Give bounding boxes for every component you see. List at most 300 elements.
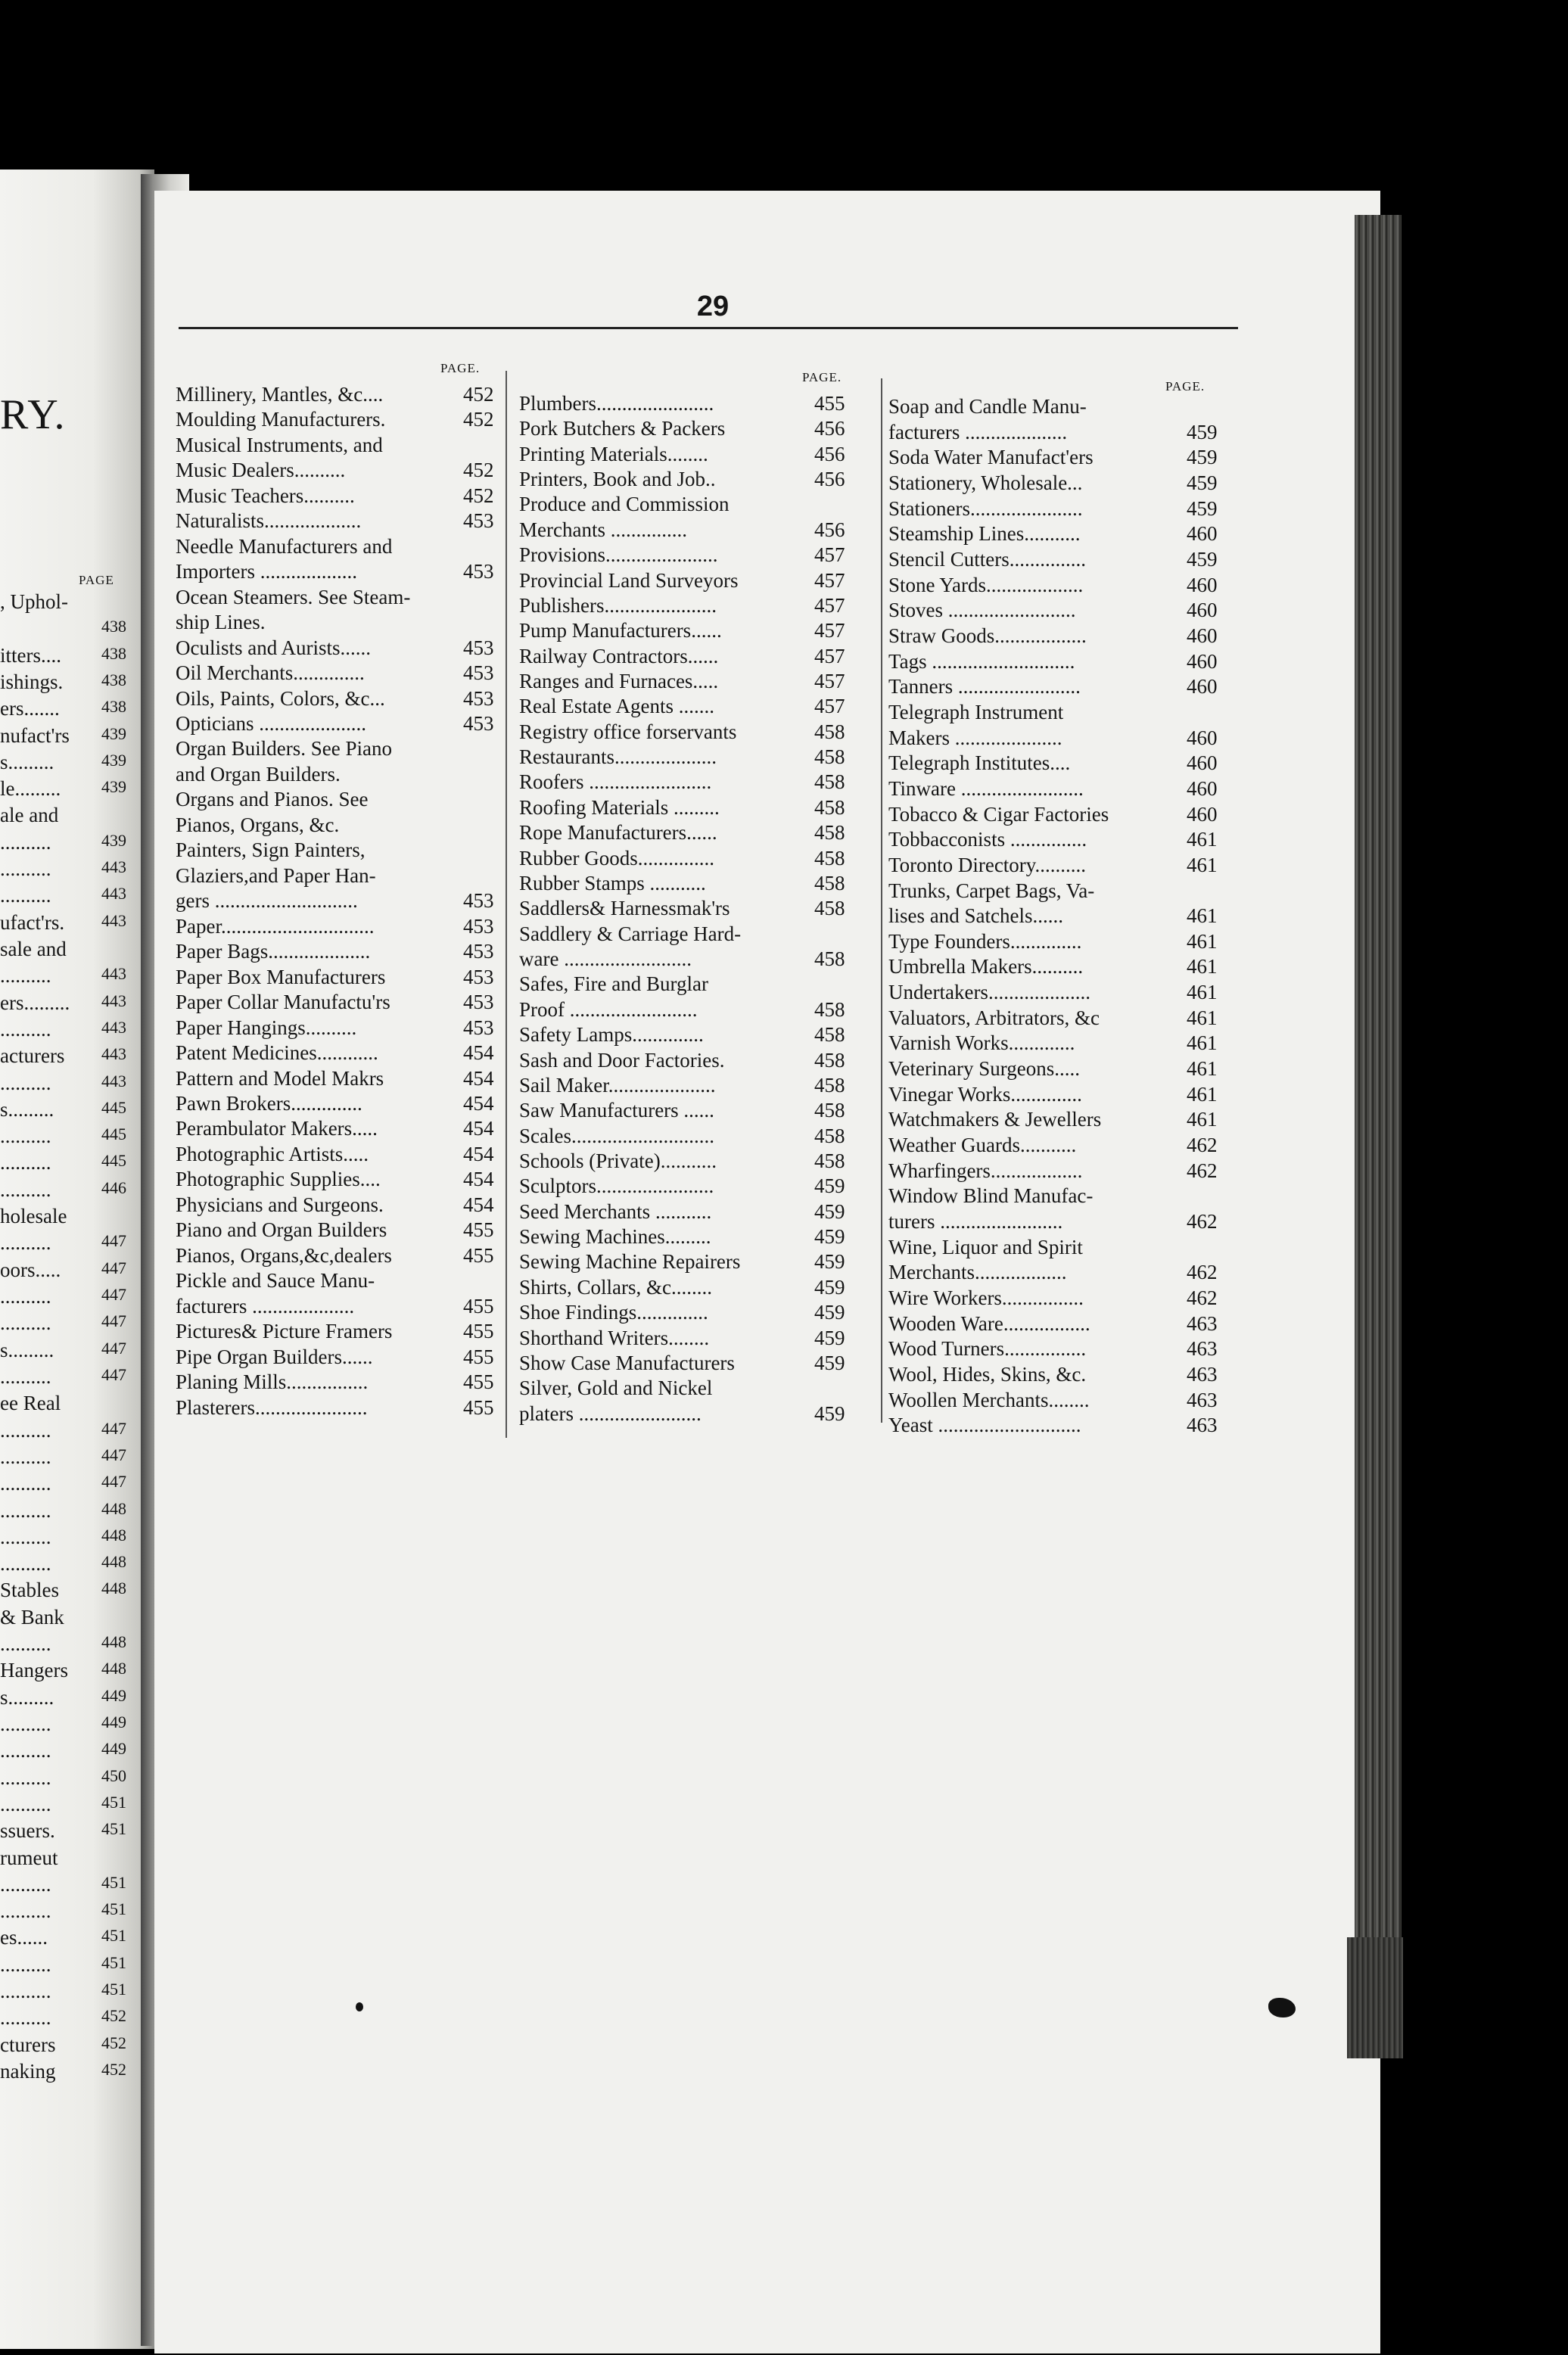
entry-page-number: 457 <box>814 543 845 567</box>
left-page-title-fragment: RY. <box>0 391 67 438</box>
entry-page-number: 455 <box>463 1345 494 1368</box>
entry-heading: Perambulator Makers..... <box>176 1117 378 1140</box>
left-page-line-text: .......... <box>0 1952 51 1976</box>
entry-page-number: 459 <box>814 1351 845 1374</box>
entry-page-number: 459 <box>1187 420 1218 443</box>
entry-page-number: 462 <box>1187 1134 1218 1157</box>
entry-continuation: ship Lines. <box>176 611 266 634</box>
entry-page-number: 456 <box>814 417 845 440</box>
entry-heading: Schools (Private)........... <box>519 1149 717 1172</box>
left-page-line-text: .......... <box>0 964 51 988</box>
left-page-line-page: 451 <box>101 1952 126 1972</box>
entry-heading: Stoves ......................... <box>888 599 1076 622</box>
left-page-line-page: 451 <box>101 1792 126 1812</box>
left-page-line-page: 451 <box>101 1899 126 1919</box>
entry-heading: Roofers ........................ <box>519 770 712 794</box>
left-page-line-text: itters.... <box>0 643 61 667</box>
left-page-line-text: .......... <box>0 2006 51 2030</box>
entry-page-number: 453 <box>463 686 494 710</box>
entry-heading: Sculptors....................... <box>519 1174 714 1198</box>
left-page-line-text: .......... <box>0 1632 51 1656</box>
left-page-line-text: es...... <box>0 1926 48 1949</box>
left-page-fragment <box>0 170 154 2349</box>
left-page-line-page: 447 <box>101 1311 126 1331</box>
entry-page-number: 454 <box>463 1168 494 1191</box>
left-page-line-text: .......... <box>0 1445 51 1468</box>
left-page-line-page: 447 <box>101 1231 126 1251</box>
left-page-line-page: 451 <box>101 1926 126 1946</box>
left-page-line-text: s......... <box>0 1097 54 1121</box>
left-page-line-page: 452 <box>101 2033 126 2052</box>
entry-heading: Tanners ........................ <box>888 675 1081 698</box>
ink-stain <box>1268 1998 1296 2017</box>
entry-heading: Roofing Materials ......... <box>519 795 720 819</box>
entry-page-number: 453 <box>463 991 494 1014</box>
entry-continuation: Merchants ............... <box>519 518 687 541</box>
entry-heading: Paper Hangings.......... <box>176 1016 357 1039</box>
column-2-header: PAGE. <box>802 370 842 384</box>
left-page-line-page: 445 <box>101 1097 126 1117</box>
entry-continuation: gers ............................ <box>176 889 358 913</box>
left-page-line-page: 439 <box>101 723 126 743</box>
left-page-line <box>0 939 67 960</box>
left-page-line-page: 450 <box>101 1765 126 1785</box>
left-page-line-page: 451 <box>101 1819 126 1839</box>
entry-heading: Pump Manufacturers...... <box>519 619 722 642</box>
left-page-line <box>0 1420 51 1441</box>
entry-page-number: 458 <box>814 770 845 794</box>
entry-heading: Paper.............................. <box>176 914 375 938</box>
left-page-line <box>0 1286 51 1307</box>
entry-heading: Paper Bags.................... <box>176 940 371 963</box>
entry-heading: Painters, Sign Painters, <box>176 838 366 862</box>
left-page-line <box>0 643 61 667</box>
entry-page-number: 460 <box>1187 573 1218 596</box>
entry-heading: Soap and Candle Manu- <box>888 395 1087 418</box>
left-page-line <box>0 1580 59 1601</box>
left-page-line-text: .......... <box>0 1364 51 1388</box>
entry-heading: Provincial Land Surveyors <box>519 568 739 592</box>
entry-page-number: 462 <box>1187 1261 1218 1284</box>
entry-heading: Shirts, Collars, &c........ <box>519 1275 712 1299</box>
entry-heading: Photographic Supplies.... <box>176 1168 381 1191</box>
entry-heading: Stationery, Wholesale... <box>888 471 1083 494</box>
entry-heading: Publishers...................... <box>519 593 717 617</box>
entry-page-number: 462 <box>1187 1159 1218 1182</box>
entry-heading: Plumbers....................... <box>519 392 714 415</box>
entry-heading: Safety Lamps.............. <box>519 1023 704 1047</box>
entry-page-number: 458 <box>814 871 845 894</box>
entry-page-number: 460 <box>1187 751 1218 775</box>
entry-page-number: 463 <box>1187 1311 1218 1335</box>
left-page-line <box>0 1393 61 1414</box>
entry-page-number: 458 <box>814 947 845 971</box>
left-page-line <box>0 1180 51 1200</box>
entry-heading: Sail Maker..................... <box>519 1073 716 1097</box>
page-number: 29 <box>696 291 730 322</box>
left-page-line-text: .......... <box>0 1178 51 1201</box>
entry-page-number: 457 <box>814 695 845 718</box>
entry-continuation: Proof ......................... <box>519 997 698 1021</box>
left-page-line <box>0 885 51 906</box>
left-page-line <box>0 859 51 879</box>
entry-page-number: 455 <box>463 1243 494 1267</box>
left-page-line-page: 448 <box>101 1659 126 1678</box>
left-page-line-page: 452 <box>101 2006 126 2026</box>
entry-heading: Seed Merchants ........... <box>519 1199 712 1223</box>
entry-page-number: 455 <box>463 1320 494 1343</box>
entry-heading: Trunks, Carpet Bags, Va- <box>888 879 1095 902</box>
entry-heading: Produce and Commission <box>519 493 730 516</box>
left-page-line-text: holesale <box>0 1205 67 1228</box>
left-page-line <box>0 966 51 986</box>
entry-continuation: Merchants.................. <box>888 1261 1067 1284</box>
entry-heading: Real Estate Agents ....... <box>519 695 714 718</box>
left-page-line-text: .......... <box>0 1285 51 1308</box>
left-page-line <box>0 1313 51 1333</box>
entry-heading: Vinegar Works.............. <box>888 1082 1082 1106</box>
left-page-line-page: 439 <box>101 777 126 797</box>
entry-heading: Pawn Brokers.............. <box>176 1091 362 1115</box>
left-page-line-text: .......... <box>0 1151 51 1174</box>
entry-page-number: 453 <box>463 914 494 938</box>
entry-page-number: 462 <box>1187 1210 1218 1233</box>
entry-page-number: 460 <box>1187 776 1218 800</box>
column-1-header: PAGE. <box>440 361 481 375</box>
entry-heading: Paper Collar Manufactu'rs <box>176 991 390 1014</box>
entry-page-number: 453 <box>463 560 494 583</box>
left-page-line <box>0 592 68 612</box>
left-page-line-text: ufact'rs. <box>0 910 65 934</box>
entry-page-number: 463 <box>1187 1414 1218 1437</box>
left-page-line <box>0 752 54 773</box>
entry-continuation: lises and Satchels...... <box>888 904 1063 928</box>
entry-continuation: platers ........................ <box>519 1401 702 1425</box>
entry-continuation: Music Dealers.......... <box>176 459 346 482</box>
entry-heading: Tobbacconists ............... <box>888 828 1087 851</box>
left-page-line-text: ers....... <box>0 697 60 720</box>
left-page-line <box>0 1634 51 1654</box>
left-page-line <box>0 1473 51 1494</box>
entry-page-number: 459 <box>814 1174 845 1198</box>
entry-continuation: and Organ Builders. <box>176 762 341 786</box>
entry-page-number: 454 <box>463 1117 494 1140</box>
left-page-line <box>0 1952 51 1976</box>
entry-page-number: 460 <box>1187 726 1218 749</box>
entry-page-number: 461 <box>1187 1031 1218 1055</box>
left-page-line <box>0 1019 51 1040</box>
left-page-line-page: 448 <box>101 1525 126 1545</box>
left-page-line-text: rumeut <box>0 1846 58 1869</box>
entry-page-number: 452 <box>463 459 494 482</box>
left-page-line <box>0 698 60 719</box>
entry-page-number: 459 <box>814 1326 845 1349</box>
entry-continuation: facturers .................... <box>888 420 1068 443</box>
entry-page-number: 454 <box>463 1142 494 1165</box>
left-page-line-text: le......... <box>0 777 61 801</box>
entry-heading: Oil Merchants.............. <box>176 661 365 685</box>
entry-heading: Undertakers.................... <box>888 981 1090 1004</box>
left-page-line <box>0 910 65 934</box>
left-page-line-page: 443 <box>101 964 126 984</box>
entry-page-number: 458 <box>814 1073 845 1097</box>
entry-heading: Photographic Artists..... <box>176 1142 369 1165</box>
entry-page-number: 460 <box>1187 599 1218 622</box>
left-page-line-page: 438 <box>101 617 126 636</box>
left-page-line-text: & Bank <box>0 1605 64 1629</box>
entry-heading: Telegraph Institutes.... <box>888 751 1071 775</box>
column-divider-2 <box>881 378 882 1423</box>
entry-heading: Stone Yards................... <box>888 573 1084 596</box>
left-page-line-text: .......... <box>0 1017 51 1041</box>
entry-heading: Patent Medicines............ <box>176 1041 378 1065</box>
left-page-line-page: 439 <box>101 830 126 850</box>
entry-page-number: 459 <box>814 1250 845 1274</box>
entry-heading: Planing Mills................ <box>176 1370 369 1394</box>
left-page-line-text: .......... <box>0 1980 51 2003</box>
entry-heading: Registry office forservants <box>519 720 737 743</box>
left-page-line-page: 447 <box>101 1445 126 1464</box>
entry-heading: Rope Manufacturers...... <box>519 821 717 845</box>
entry-page-number: 453 <box>463 940 494 963</box>
entry-page-number: 452 <box>463 484 494 507</box>
left-page-line-text: .......... <box>0 1125 51 1148</box>
header-rule <box>179 327 1238 329</box>
page-edges-lower <box>1347 1937 1403 2058</box>
left-page-line-text: .......... <box>0 1792 51 1815</box>
entry-page-number: 459 <box>814 1225 845 1249</box>
entry-heading: Yeast ............................ <box>888 1414 1081 1437</box>
left-page-line <box>0 1073 51 1094</box>
entry-heading: Rubber Goods............... <box>519 846 714 870</box>
entry-heading: Musical Instruments, and <box>176 433 383 456</box>
left-page-line-page: 438 <box>101 643 126 663</box>
left-page-line-page: 448 <box>101 1498 126 1518</box>
entry-heading: Weather Guards........... <box>888 1134 1077 1157</box>
left-page-line-page: 438 <box>101 670 126 689</box>
entry-heading: Umbrella Makers.......... <box>888 955 1084 978</box>
entry-page-number: 461 <box>1187 981 1218 1004</box>
entry-continuation: Glaziers,and Paper Han- <box>176 863 376 887</box>
left-page-line <box>0 2008 51 2028</box>
left-page-line-page: 443 <box>101 1071 126 1090</box>
entry-heading: Veterinary Surgeons..... <box>888 1057 1080 1081</box>
left-page-line-text: .......... <box>0 1899 51 1923</box>
entry-heading: Wood Turners................ <box>888 1337 1087 1361</box>
page-edges <box>1355 215 1402 1940</box>
left-page-line <box>0 672 63 692</box>
left-page-line <box>0 1981 51 2002</box>
left-page-line <box>0 1741 51 1761</box>
left-page-line <box>0 1498 51 1522</box>
left-page-line-page: 447 <box>101 1472 126 1492</box>
entry-page-number: 453 <box>463 965 494 988</box>
left-page-line-page: 439 <box>101 750 126 770</box>
left-page-line-text: .......... <box>0 1765 51 1789</box>
entry-page-number: 460 <box>1187 624 1218 647</box>
entry-page-number: 453 <box>463 509 494 533</box>
left-page-line-text: ee Real <box>0 1392 61 1415</box>
entry-heading: Ranges and Furnaces..... <box>519 670 719 693</box>
entry-heading: Wine, Liquor and Spirit <box>888 1235 1083 1258</box>
left-page-line-text: cturers <box>0 2033 56 2056</box>
entry-heading: Railway Contractors...... <box>519 644 719 667</box>
entry-page-number: 460 <box>1187 675 1218 698</box>
left-page-line-text: , Uphol- <box>0 590 68 613</box>
entry-heading: Saddlers& Harnessmak'rs <box>519 897 730 920</box>
left-page-line-page: 451 <box>101 1872 126 1892</box>
left-page-line-text: .......... <box>0 1872 51 1896</box>
left-page-line <box>0 1607 64 1628</box>
entry-heading: Wooden Ware................. <box>888 1311 1090 1335</box>
entry-page-number: 455 <box>463 1370 494 1394</box>
entry-heading: Tags ............................ <box>888 649 1075 673</box>
entry-page-number: 463 <box>1187 1337 1218 1361</box>
left-page-line-text: s......... <box>0 1338 54 1361</box>
left-page-line <box>0 1554 51 1574</box>
left-page-line-page: 451 <box>101 1980 126 1999</box>
entry-page-number: 458 <box>814 1124 845 1147</box>
entry-heading: Piano and Organ Builders <box>176 1218 387 1242</box>
entry-page-number: 454 <box>463 1041 494 1065</box>
left-page-line-text: .......... <box>0 1739 51 1762</box>
ink-speck <box>356 2002 363 2011</box>
entry-heading: Scales............................ <box>519 1124 714 1147</box>
entry-heading: Pianos, Organs,&c,dealers <box>176 1243 392 1267</box>
entry-page-number: 461 <box>1187 1006 1218 1029</box>
left-page-line <box>0 1660 68 1681</box>
entry-page-number: 458 <box>814 1023 845 1047</box>
entry-heading: Silver, Gold and Nickel <box>519 1377 713 1400</box>
entry-heading: Valuators, Arbitrators, &c <box>888 1006 1100 1029</box>
left-page-line-text: s......... <box>0 750 54 773</box>
entry-page-number: 461 <box>1187 929 1218 953</box>
entry-heading: Plasterers...................... <box>176 1395 368 1419</box>
left-page-line <box>0 1233 51 1253</box>
left-page-line <box>0 1821 55 1841</box>
left-page-line-page: 446 <box>101 1178 126 1197</box>
entry-continuation: Pianos, Organs, &c. <box>176 813 340 836</box>
entry-page-number: 458 <box>814 1149 845 1172</box>
entry-page-number: 455 <box>814 392 845 415</box>
entry-page-number: 459 <box>1187 471 1218 494</box>
entry-page-number: 459 <box>814 1401 845 1425</box>
entry-page-number: 459 <box>1187 547 1218 571</box>
entry-page-number: 457 <box>814 568 845 592</box>
entry-heading: Wire Workers................ <box>888 1286 1084 1310</box>
left-page-line-text: Hangers <box>0 1659 68 1682</box>
entry-continuation: turers ........................ <box>888 1210 1063 1233</box>
left-page-line <box>0 1794 51 1815</box>
entry-heading: Pictures& Picture Framers <box>176 1320 393 1343</box>
entry-heading: Straw Goods.................. <box>888 624 1087 647</box>
left-page-line-text: .......... <box>0 830 51 854</box>
entry-heading: Pattern and Model Makrs <box>176 1066 384 1090</box>
left-page-line-page: 443 <box>101 991 126 1010</box>
left-page-line <box>0 1765 51 1789</box>
entry-page-number: 455 <box>463 1395 494 1419</box>
left-page-header: PAGE <box>79 573 114 587</box>
entry-heading: Sewing Machine Repairers <box>519 1250 741 1274</box>
left-page-line-text: .......... <box>0 1311 51 1335</box>
entry-continuation: facturers .................... <box>176 1294 355 1317</box>
left-page-line <box>0 1927 48 1948</box>
entry-heading: Wool, Hides, Skins, &c. <box>888 1363 1087 1386</box>
entry-continuation: Importers ................... <box>176 560 357 583</box>
entry-heading: Rubber Stamps ........... <box>519 871 706 894</box>
left-page-line-text: .......... <box>0 1231 51 1255</box>
left-page-line-page: 448 <box>101 1632 126 1652</box>
entry-page-number: 456 <box>814 518 845 541</box>
left-page-line-page: 445 <box>101 1151 126 1171</box>
left-page-line <box>0 1901 51 1921</box>
entry-page-number: 459 <box>814 1275 845 1299</box>
left-page-line-page: 448 <box>101 1579 126 1598</box>
entry-heading: Restaurants.................... <box>519 745 717 769</box>
entry-heading: Toronto Directory.......... <box>888 853 1087 876</box>
entry-heading: Saddlery & Carriage Hard- <box>519 922 742 945</box>
entry-page-number: 453 <box>463 712 494 736</box>
entry-heading: Shoe Findings.............. <box>519 1301 708 1324</box>
left-page-line-text: oors..... <box>0 1258 61 1281</box>
entry-heading: Organ Builders. See Piano <box>176 737 392 761</box>
entry-heading: Provisions...................... <box>519 543 718 567</box>
left-page-line-text: .......... <box>0 1418 51 1442</box>
left-page-line-text: .......... <box>0 1552 51 1576</box>
entry-page-number: 452 <box>463 408 494 431</box>
entry-heading: Woollen Merchants........ <box>888 1388 1090 1411</box>
entry-page-number: 458 <box>814 897 845 920</box>
left-page-line <box>0 1714 51 1734</box>
entry-page-number: 457 <box>814 593 845 617</box>
entry-page-number: 453 <box>463 636 494 659</box>
entry-page-number: 452 <box>463 383 494 406</box>
left-page-line-text: .......... <box>0 884 51 907</box>
left-page-line-page: 447 <box>101 1418 126 1438</box>
entry-page-number: 460 <box>1187 649 1218 673</box>
left-page-line-page: 443 <box>101 1044 126 1064</box>
entry-page-number: 453 <box>463 889 494 913</box>
left-page-line-page: 448 <box>101 1552 126 1572</box>
left-page-line-text: nufact'rs <box>0 723 70 747</box>
entry-heading: Show Case Manufacturers <box>519 1351 735 1374</box>
left-page-line-text: Stables <box>0 1579 59 1602</box>
entry-heading: Sash and Door Factories. <box>519 1048 725 1072</box>
left-page-line-page: 447 <box>101 1258 126 1277</box>
left-page-line <box>0 1046 64 1066</box>
entry-heading: Varnish Works............. <box>888 1031 1075 1055</box>
entry-heading: Tinware ........................ <box>888 776 1084 800</box>
entry-page-number: 455 <box>463 1218 494 1242</box>
entry-continuation: Makers ..................... <box>888 726 1062 749</box>
entry-page-number: 455 <box>463 1294 494 1317</box>
entry-heading: Organs and Pianos. See <box>176 788 369 811</box>
entry-page-number: 463 <box>1187 1388 1218 1411</box>
entry-heading: Window Blind Manufac- <box>888 1184 1094 1208</box>
left-page-line <box>0 1447 51 1467</box>
left-page-line <box>0 1153 51 1173</box>
entry-page-number: 453 <box>463 1016 494 1039</box>
entry-page-number: 461 <box>1187 1082 1218 1106</box>
left-page-line-text: sale and <box>0 938 67 961</box>
entry-heading: Moulding Manufacturers. <box>176 408 386 431</box>
left-page-line-page: 447 <box>101 1364 126 1384</box>
left-page-line-text: ssuers. <box>0 1819 55 1843</box>
entry-heading: Telegraph Instrument <box>888 700 1064 723</box>
entry-page-number: 454 <box>463 1091 494 1115</box>
entry-page-number: 458 <box>814 997 845 1021</box>
entry-page-number: 458 <box>814 795 845 819</box>
